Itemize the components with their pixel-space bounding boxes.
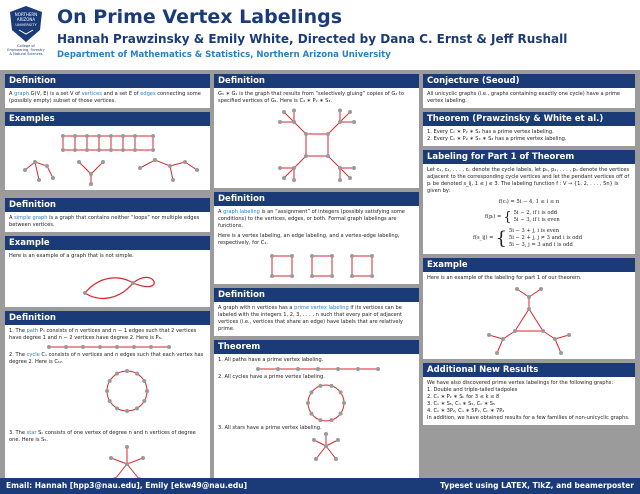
poster-department: Department of Mathematics & Statistics, Northern Arizona University [57, 50, 391, 60]
definition-simple-block [5, 198, 210, 232]
example-nonsimple-block [5, 236, 210, 307]
logo-line-2: ARIZONA [16, 17, 36, 22]
theorem-paths-item: 1. All paths have a prime vertex labeling. [218, 357, 324, 363]
labeling-eq-3: f(s_ij) = { 5i − 3 + j, i is even 5i − 2 + j, j ≠ 3 and i is odd 5i − 3, j = 3 and i is odd [473, 227, 583, 249]
cycle-vertex [330, 418, 334, 422]
main-theorem-item-2: 2. Every Cₙ ∗ P₂ ∗ S₃ ∗ S₂ has a prime vertex labeling. [427, 136, 567, 142]
star-s5-figure [9, 444, 206, 482]
cycle-vertex [135, 406, 139, 410]
block-title: Example [5, 236, 210, 250]
labeling-eq-1: f(cᵢ) = 5i − 4, 1 ≤ i ≤ n [498, 199, 560, 205]
labeling-example-text: Here is an example of the labeling for part 1 of our theorem. [427, 275, 582, 281]
definition-prime-block [214, 288, 419, 336]
additional-results-block [423, 363, 635, 425]
path-p8-figure [9, 342, 206, 352]
college-name: College of Engineering, Forestry & Natural Sciences [7, 44, 45, 56]
result-item-2: 2. Cₙ ∗ P₂ ∗ Sₖ for 3 ≤ k ≤ 8 [427, 394, 500, 400]
cycle-vertex [339, 412, 343, 416]
block-title: Definition [5, 198, 210, 212]
block-title: Additional New Results [423, 363, 635, 377]
labeling-eq-2: f(pᵢ) = { 5i − 2, if i is odd 5i − 3, if i is even [485, 209, 560, 225]
result-item-3: 3. Cₙ ∗ S₅, Cₙ ∗ S₅, Cₙ ∗ S₅ [427, 401, 496, 407]
family-star-item: 3. The star Sₙ consists of one vertex of degree n and n vertices of degree one. Here is S₅. [9, 430, 196, 443]
c4-labelings-figure [214, 250, 419, 284]
labeling-content [423, 164, 635, 254]
poster-title: On Prime Vertex Labelings [57, 6, 343, 28]
definition-prime-text: A graph with n vertices has a prime vertex labeling if its vertices can be labeled with the integers 1, 2, 3, . . . , n such that every pair of adjacent vertices (i.e., vertices that share an edge) have labels that are relatively prime. [218, 305, 403, 332]
additional-results-content: We have also discovered prime vertex labelings for the following graphs: 1. Double and triple-tailed tadpoles 2. Cₙ ∗ P₂ ∗ Sₖ for 3 ≤ k ≤ 8 3. Cₙ ∗ S₅, Cₙ ∗ S₅, Cₙ ∗ S₅ 4. Cₙ ∗ 3P₂, Cₙ ∗ 5P₂, Cₙ ∗ 7P₂ In addition, we have obtained results for a few families of non-unicyclic graphs. [427, 380, 630, 421]
cycle-vertex [142, 399, 146, 403]
block-title: Definition [214, 192, 419, 206]
examples-block [5, 112, 210, 190]
path-figure [218, 364, 415, 374]
definition-gluing-block [214, 74, 419, 188]
cycle-vertex [309, 412, 313, 416]
cycle-vertex [135, 372, 139, 376]
block-title: Theorem (Prawzinsky & White et al.) [423, 112, 635, 126]
block-title: Labeling for Part 1 of Theorem [423, 150, 635, 164]
block-title: Definition [214, 288, 419, 302]
cycle-vertex [339, 390, 343, 394]
conjecture-block [423, 74, 635, 108]
labeling-example-block [423, 258, 635, 359]
cycle-vertex [318, 418, 322, 422]
result-item-1: 1. Double and triple-tailed tadpoles [427, 387, 518, 393]
block-title: Theorem [214, 340, 419, 354]
cycle-vertex [342, 401, 346, 405]
definition-gluing-text: G₁ ∗ G₂ is the graph that results from “selectively gluing” copies of G₂ to specified vertices of G₁. Here is C₄ ∗ P₂ ∗ S₃. [218, 91, 405, 104]
theorem-families-list [214, 354, 419, 465]
cycle-vertex [330, 384, 334, 388]
cycle-vertex [125, 369, 129, 373]
block-title: Definition [5, 311, 210, 325]
main-theorem-list [423, 126, 635, 146]
cycle-vertex [125, 409, 129, 413]
family-path-item: 1. The path Pₙ consists of n vertices and n − 1 edges such that 2 vertices have degree 1 and n − 2 vertices have degree 2. Here is P₈. [9, 328, 197, 341]
university-logo [6, 4, 46, 66]
theorem-stars-item: 3. All stars have a prime vertex labeling. [218, 425, 322, 431]
cycle-vertex [108, 379, 112, 383]
cycle-vertex [142, 379, 146, 383]
poster-authors: Hannah Prawzinsky & Emily White, Directed by Dana C. Ernst & Jeff Rushall [57, 32, 568, 46]
column-1 [5, 74, 210, 487]
definition-labeling-block [214, 192, 419, 284]
examples-figures [5, 126, 210, 190]
labeling-block [423, 150, 635, 254]
logo-line-1: NORTHERN [14, 12, 38, 17]
poster-header [0, 0, 640, 70]
cycle-vertex [105, 389, 109, 393]
cycle-c12-figure [9, 366, 206, 416]
main-theorem-item-1: 1. Every Cₙ ∗ P₂ ∗ S₂ has a prime vertex labeling. [427, 129, 554, 135]
nonsimple-graph-figure [5, 263, 210, 307]
university-seal-icon [6, 4, 46, 44]
conjecture-text: All unicyclic graphs (i.e., graphs containing exactly one cycle) have a prime vertex labeling. [427, 91, 621, 104]
definition-simple-text: A simple graph is a graph that contains neither “loops” nor multiple edges between vertices. [9, 215, 200, 228]
labeling-text: Let c₁, c₂, . . . , cₙ denote the cycle labels, let p₁, p₂, . . . , pₙ denote the vertices adjacent to the corresponding cycle vertices and let the pendant vertices off of pᵢ be denoted s_ij, 1 ≤ j ≤ 3. The labeling function f : V → {1, 2, . . . , 5n} is given by: [427, 167, 630, 194]
family-cycle-item: 2. The cycle Cₙ consists of n vertices and n edges such that each vertex has degree 2. Here is C₁₂. [9, 352, 204, 365]
block-title: Examples [5, 112, 210, 126]
block-title: Conjecture (Seoud) [423, 74, 635, 88]
cycle-vertex [115, 406, 119, 410]
definition-families-block [5, 311, 210, 483]
column-3 [423, 74, 635, 429]
footer-email: Email: Hannah [hpp3@nau.edu], Emily [ekw49@nau.edu] [6, 481, 248, 490]
logo-line-3: UNIVERSITY [15, 23, 37, 27]
labeling-example-figure [423, 285, 635, 359]
example-nonsimple-text: Here is an example of a graph that is not simple. [9, 253, 134, 259]
block-title: Definition [5, 74, 210, 88]
definition-graph-text: A graph G(V, E) is a set V of vertices and a set E of edges connecting some (possibly empty) subset of those vertices. [9, 91, 201, 104]
footer-typeset: Typeset using LATEX, TikZ, and beamerposter [440, 481, 634, 490]
star-figure [218, 432, 415, 462]
result-item-4: 4. Cₙ ∗ 3P₂, Cₙ ∗ 5P₂, Cₙ ∗ 7P₂ [427, 408, 505, 414]
block-title: Definition [214, 74, 419, 88]
main-theorem-block [423, 112, 635, 146]
example-graphs-figure [5, 126, 210, 190]
cycle-vertex [145, 389, 149, 393]
column-2 [214, 74, 419, 493]
cycle-vertex [306, 401, 310, 405]
gluing-example-figure [214, 108, 419, 188]
definition-graph-block [5, 74, 210, 108]
cycle-vertex [115, 372, 119, 376]
block-title: Example [423, 258, 635, 272]
definition-labeling-text: A graph labeling is an “assignment” of integers (possibly satisfying some conditions) to the vertices, edges, or both. Formal graph labelings are functions. Here is a vertex labeling, an edge labeling, and a vertex-edge labeling, respectively, for C₄. [218, 209, 405, 246]
cycle-vertex [309, 390, 313, 394]
theorem-cycles-item: 2. All cycles have a prime vertex labeling. [218, 374, 325, 380]
definition-families-list [5, 325, 210, 485]
cycle-vertex [318, 384, 322, 388]
cycle-figure [218, 381, 415, 425]
poster-footer [0, 478, 640, 494]
cycle-vertex [108, 399, 112, 403]
theorem-families-block [214, 340, 419, 489]
